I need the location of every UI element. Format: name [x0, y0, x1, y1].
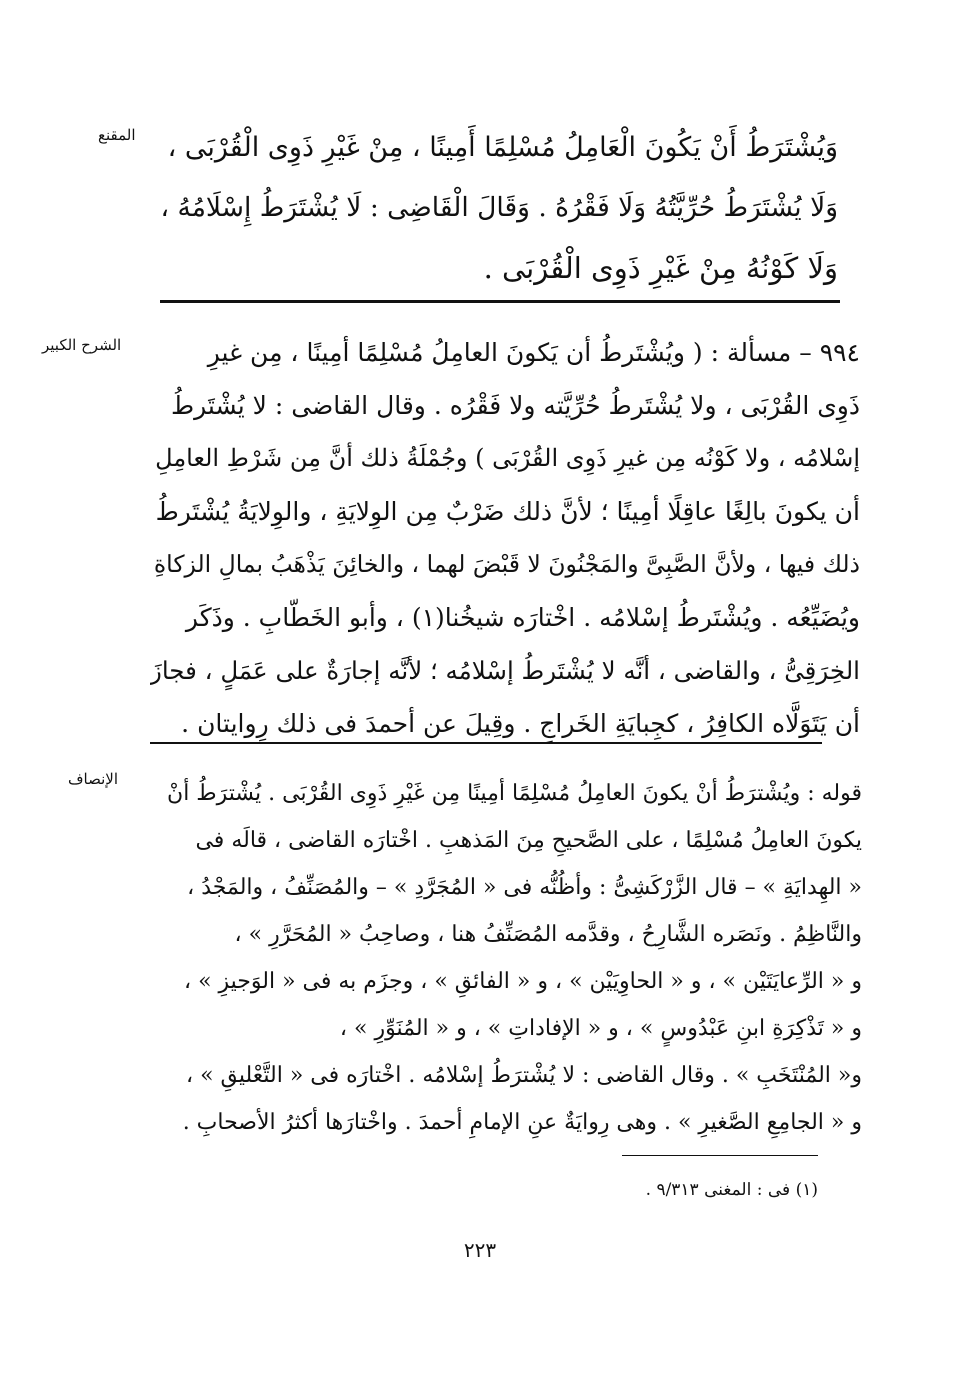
- text-line: يكونَ العامِلُ مُسْلِمًا ، على الصَّحيحِ مِنَ المَذهبِ . اخْتارَه القاضى ، قالَه فى: [195, 828, 862, 853]
- text-line: إسْلامُه ، ولا كَوْنُه مِن غيرِ ذَوِى القُرْبَى ) وجُمْلَةُ ذلك أنَّ مِن شَرْطِ العامِلِ: [155, 444, 860, 472]
- text-line: وَلَا يُشْتَرَطُ حُرِّيَّتُهُ وَلَا فَقْرُهُ . وَقَالَ الْقَاضِى : لَا يُشْتَرَطُ إِسْلَامُهُ ،: [160, 192, 838, 223]
- muqni-text: [160, 118, 838, 298]
- text-line: و « الجامِعِ الصَّغيرِ » . وهى رِوايَةٌ عنِ الإمامِ أحمدَ . واخْتارَها أكثرُ الأصحابِ .: [182, 1110, 862, 1135]
- section-label-insaf: الإنصاف: [68, 770, 119, 788]
- section-label-sharh: الشرح الكبير: [42, 336, 122, 354]
- text-line: وَلَا كَوْنُهُ مِنْ غَيْرِ ذَوِى الْقُرْبَى .: [483, 251, 838, 285]
- footnote-rule: [622, 1155, 818, 1156]
- text-line: قوله : ويُشْترَطُ أنْ يكونَ العامِلُ مُسْلِمًا أمِينًا مِن غَيْرِ ذَوِى القُرْبَى . يُشْترَطُ أنْ: [167, 781, 862, 806]
- insaf-text: [140, 770, 862, 1146]
- text-line: و « تَذْكِرَةِ ابنِ عَبْدُوسٍ » ، و « الإفاداتِ » ، و « المُنَوِّرِ » ،: [339, 1016, 862, 1041]
- section-divider: [150, 742, 822, 744]
- text-line: و« المُنْتَخَبِ » . وقال القاضى : لا يُشْترَطُ إسْلامُه . اخْتارَه فى « التَّعْليقِ » ،: [185, 1063, 862, 1088]
- text-line: والنَّاظِمُ . ونَصَره الشَّارِحُ ، وقدَّمه المُصَنِّفُ هنا ، وصاحِبُ « المُحَرَّرِ » ،: [234, 922, 862, 947]
- text-line: أن يكونَ بالِغًا عاقِلًا أمِينًا ؛ لأنَّ ذلك ضَرْبٌ مِن الوِلايَةِ ، والوِلايَةُ يُشْتَرطُ: [155, 497, 860, 526]
- footnote: (١) فى : المغنى ٩/٣١٣ .: [645, 1180, 818, 1200]
- text-line: أن يَتَوَلَّاه الكافِرُ ، كجِبايَةِ الخَراجِ . وقِيلَ عن أحمدَ فى ذلك رِوايتان .: [181, 709, 860, 738]
- text-line: الخِرَقِىُّ ، والقاضى ، أنَّه لا يُشْتَرطُ إسْلامُه ؛ لأنَّه إجارَةٌ على عَمَلٍ ، فجازَ: [150, 656, 860, 685]
- section-divider: [160, 300, 840, 303]
- sharh-text: [150, 326, 860, 750]
- text-line: وَيُشْتَرَطُ أَنْ يَكُونَ الْعَامِلُ مُسْلِمًا أَمِينًا ، مِنْ غَيْرِ ذَوِى الْقُرْبَى ،: [167, 132, 838, 163]
- text-line: ذلك فيها ، ولأنَّ الصَّبِىَّ والمَجْنُونَ لا قَبْضَ لهما ، والخائِنَ يَذْهَبُ بمالِ الزكاةِ: [153, 550, 860, 578]
- text-line: ذَوِى القُرْبَى ، ولا يُشْتَرطُ حُرِّيَّته ولا فَقْرُه . وقال القاضى : لا يُشْتَرطُ: [170, 391, 860, 420]
- text-line: ٩٩٤ – مسألة : ( ويُشْتَرطُ أن يَكونَ العامِلُ مُسْلِمًا أمِينًا ، مِن غيرِ: [207, 338, 860, 367]
- text-line: « الهِدايَةِ » – قال الزَّرْكَشِىُّ : وأظُنُّه فى « المُجَرَّدِ » – والمُصَنِّفُ ، والمَجْدُ ،: [187, 875, 862, 900]
- text-line: و « الرِّعايَتَيْن » ، و « الحاوِيَيْن » ، و « الفائقِ » ، وجزَم به فى « الوَجيزِ » ،: [183, 969, 862, 994]
- text-line: ويُضَيِّعُه . ويُشْتَرطُ إسْلامُه . اخْتارَه شيخُنا(١) ، وأبو الخَطّابِ . وذَكَر: [185, 603, 860, 632]
- page-number: ٢٢٣: [463, 1238, 497, 1262]
- section-label-muqni: المقنع: [98, 126, 136, 144]
